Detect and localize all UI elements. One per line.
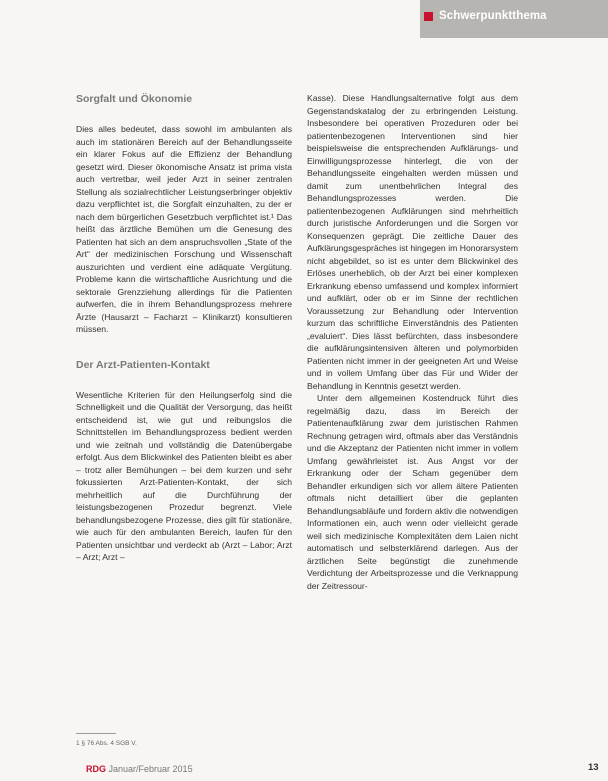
footer-journal	[86, 764, 193, 774]
issue-date: Januar/Februar 2015	[108, 764, 193, 774]
paragraph-right-1: Kasse). Diese Handlungsalternative folgt aus dem Gegenstandskatalog der zu erbringenden Leistung. Insbesondere bei operativen Prozeduren oder bei patientenbezogenen Interventionen sind hier beispielsweise die entsprechenden Aufklärungs- und Einwilligungsprozesse hinterlegt, die von der Behandlungsseite eingehalten werden müssen und damit zum unentbehrlichen Integral des Behandlungsprozesses werden. Die patientenbezogenen Aufklärungen sind mehrheitlich durch juristische Anforderungen und die Sorgen vor Konsequenzen geprägt. Die zeitliche Dauer des Aufklärungsgespräches ist hingegen im Honorarsystem nicht abgebildet, so ist es unter dem Blickwinkel des Erlöses unerheblich, ob der Arzt bei einer komplexen Erkrankung ebenso umfassend und komplex informiert und aufklärt, oder ob er im Sinne der rechtlichen Voraussetzung zur Behandlung oder Intervention kurzum das schriftliche Einverständnis des Patienten „evaluiert“. Dies lässt befürchten, dass insbesondere die aufklärungsintensiven älteren und polymorbiden Patienten nicht immer in der geeigneten Art und Weise und in vollem Umfang über das Für und Wider der Behandlung in Kenntnis gesetzt werden.	[307, 93, 518, 391]
section-tag	[424, 10, 547, 22]
footnote-divider	[76, 733, 116, 734]
section-tag-label: Schwerpunktthema	[439, 10, 547, 22]
right-column	[307, 92, 518, 592]
heading-arzt-patienten: Der Arzt-Patienten-Kontakt	[76, 358, 210, 371]
journal-brand: RDG	[86, 764, 106, 774]
heading-sorgfalt: Sorgfalt und Ökonomie	[76, 93, 193, 105]
paragraph-sorgfalt: Dies alles bedeutet, dass sowohl im ambulanten als auch im stationären Bereich auf der Behandlungsseite ein klarer Fokus auf die Effizienz der Behandlung gesetzt wird. Dieser ökonomische Ansatz ist prima vista auch vertretbar, weil jeder Arzt in seiner zentralen Stellung als sozialrechtlicher Leistungserbringer objektiv dazu verpflichtet ist, die Sorgfalt einzuhalten, zu der er nach dem bürgerlichen Gesetzbuch verpflichtet ist.¹ Das heißt das ärztliche Bemühen um die Genesung des Patienten hat sich an dem anspruchsvollen „State of the Art“ der medizinischen Forschung und Wissenschaft auszurichten und verdient eine adäquate Vergütung. Probleme kann die wirtschaftliche Ausrichtung und die sektorale Grenzziehung allerdings für die Patienten aufwerfen, die in ihrem Behandlungsprozess mehrere Ärzte (Hausarzt – Facharzt – Klinikarzt) konsultieren müssen.	[76, 124, 292, 334]
red-square-icon	[424, 12, 433, 21]
footnote: 1 § 76 Abs. 4 SGB V.	[76, 740, 137, 747]
page-number: 13	[588, 762, 599, 773]
left-column	[76, 92, 292, 564]
paragraph-right-2: Unter dem allgemeinen Kostendruck führt dies regelmäßig dazu, dass im Bereich der Patientenaufklärung zwar dem juristischen Rahmen Rechnung getragen wird, oftmals aber das Verständnis und die Akzeptanz der Patienten nicht immer in vollem Umfang gewährleistet ist. Aus Angst vor der Erkrankung oder der Scham gegenüber dem Behandler erkundigen sich vor allem ältere Patienten oftmals nicht detailliert über die geplanten Behandlungsabläufe und fordern aktiv die notwendigen Informationen ein, auch wenn oder vielleicht gerade weil sich medizinische Komplexitäten dem Laien nicht automatisch und selbsterklärend darlegen. Aus der ärztlichen Seite begünstigt die zunehmende Verdichtung der Arbeitsprozesse und die Verknappung der Zeitressour-	[307, 393, 518, 591]
paragraph-arzt-patienten: Wesentliche Kriterien für den Heilungserfolg sind die Schnelligkeit und die Qualität der Versorgung, das heißt entscheidend ist, wie gut und reibungslos die Schnittstellen im Behandlungsprozess bedient werden und wie zeitnah und vollständig die Datenübergabe erfolgt. Aus dem Blickwinkel des Patienten bleibt es aber – trotz aller Bemühungen – bei dem kurzen und sehr fokussierten Arzt-Patienten-Kontakt, der sich mehrheitlich auf die Durchführung der leistungsbezogenen Prozedur begrenzt. Viele behandlungsbezogene Prozesse, dies gilt für stationäre, wie auch für den ambulanten Bereich, laufen für den Patienten unsichtbar und verdeckt ab (Arzt – Labor; Arzt – Arzt; Arzt –	[76, 389, 292, 562]
